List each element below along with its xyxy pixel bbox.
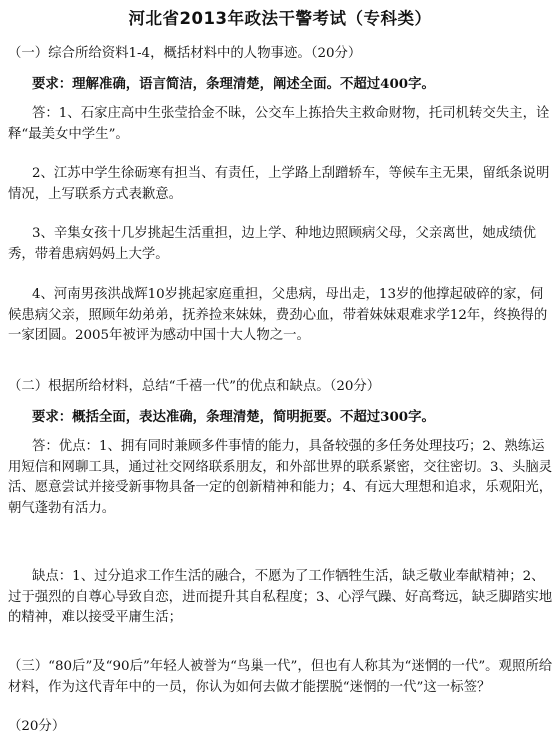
question-2: （二）根据所给材料，总结“千禧一代”的优点和缺点。（20分） (8, 379, 381, 394)
answer-1-item-3: 3、辛集女孩十几岁挑起生活重担，边上学、种地边照顾病父母，父亲离世，她成绩优秀，带着患病妈妈上大学。 (8, 226, 536, 262)
answer-2-cons: 缺点：1、过分追求工作生活的融合，不愿为了工作牺牲生活，缺乏敬业奉献精神；2、过于强烈的自尊心导致自恋，进而提升其自私程度；3、心浮气躁、好高骛远，缺乏脚踏实地的精神，难以接受平庸生活； (8, 569, 553, 625)
question-1: （一）综合所给资料1-4，概括材料中的人物事迹。（20分） (8, 46, 362, 61)
answer-1-item-2: 2、江苏中学生徐砺寒有担当、有责任，上学路上刮蹭轿车，等候车主无果，留纸条说明情况，上写联系方式表歉意。 (8, 166, 550, 202)
question-3: （三）“80后”及“90后”年轻人被誉为“鸟巢一代”，但也有人称其为“迷惘的一代”。观照所给材料，作为这代青年中的一员，你认为如何去做才能摆脱“迷惘的一代”这一标签？ (8, 659, 553, 695)
requirement-1: 要求：理解准确，语言简洁，条理清楚，阐述全面。不超过400字。 (32, 76, 435, 92)
requirement-2: 要求：概括全面，表达准确，条理清楚，简明扼要。不超过300字。 (32, 409, 435, 425)
answer-2-pros: 答：优点：1、拥有同时兼顾多件事情的能力，具备较强的多任务处理技巧；2、熟练运用短信和网聊工具，通过社交网络联系朋友，和外部世界的联系紧密，交往密切。3、头脑灵活、愿意尝试并接受新事物具备一定的创新精神和能力；4、有远大理想和追求，乐观阳光，朝气蓬勃有活力。 (8, 439, 553, 516)
answer-1-item-1: 答：1、石家庄高中生张莹拾金不昧，公交车上拣拾失主救命财物，托司机转交失主，诠释“最美女中学生”。 (8, 106, 550, 142)
answer-1-item-4: 4、河南男孩洪战辉10岁挑起家庭重担，父患病，母出走，13岁的他撑起破碎的家，伺候患病父亲，照顾年幼弟弟，抚养捡来妹妹，费劲心血，带着妹妹艰难求学12年，终换得的一家团圆。2005年被评为感动中国十大人物之一。 (8, 287, 548, 343)
question-3-score: （20分） (8, 719, 66, 734)
document-title: 河北省2013年政法干警考试（专科类） (128, 9, 432, 28)
